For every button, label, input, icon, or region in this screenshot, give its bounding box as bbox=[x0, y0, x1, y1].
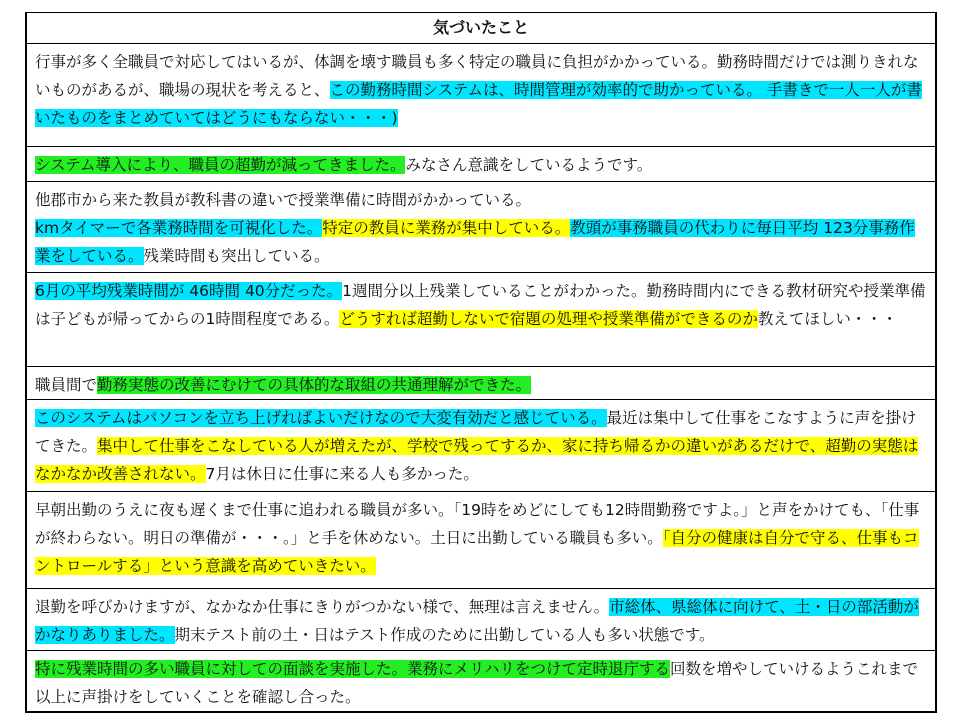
note-row bbox=[25, 589, 937, 651]
note-text: 回数を増やしていけるようこれまで以上に声掛けをしていくことを確認し合った。 bbox=[35, 660, 919, 706]
note-text: 残業時間も突出している。 bbox=[143, 247, 330, 265]
note-text: 行事が多く全職員で対応してはいるが、体調を壊す職員も多く特定の職員に負担がかかっている。勤務時間だけでは測りきれないものがあるが、職場の現状を考えると、 bbox=[35, 53, 919, 99]
highlighted-text: 特に残業時間の多い職員に対しての面談を実施した。業務にメリハリをつけて定時退庁する bbox=[35, 660, 671, 678]
highlighted-text: システム導入により、職員の超勤が減ってきました。 bbox=[35, 156, 406, 174]
notes-table bbox=[25, 12, 937, 713]
note-text: 職員間で bbox=[35, 376, 98, 394]
note-text: 7月は休日に仕事に来る人も多かった。 bbox=[205, 465, 479, 483]
note-row bbox=[25, 492, 937, 589]
highlighted-text: 勤務実態の改善にむけての具体的な取組の共通理解ができた。 bbox=[97, 376, 532, 394]
highlighted-text: 6月の平均残業時間が 46時間 40分だった。 bbox=[35, 282, 343, 300]
note-row bbox=[25, 44, 937, 147]
note-text: 他郡市から来た教員が教科書の違いで授業準備に時間がかかっている。 bbox=[35, 191, 532, 209]
highlighted-text: 集中して仕事をこなしている人が増えたが、学校で残ってするか、家に持ち帰るかの違いがあるだけで、超勤の実態はなかなか改善されない。 bbox=[35, 437, 919, 483]
note-text: 教えてほしい・・・ bbox=[757, 310, 898, 328]
note-text: みなさん意識をしているようです。 bbox=[405, 156, 653, 174]
note-row bbox=[25, 147, 937, 182]
table-header bbox=[25, 13, 937, 44]
note-text: 早朝出勤のうえに夜も遅くまで仕事に追われる職員が多い。「19時をめどにしても12時間勤務ですよ。」と声をかけても、「仕事が終わらない。明日の準備が・・・。」と手を休めない。土日に出勤している職員も多い。 bbox=[35, 501, 920, 547]
highlighted-text: 特定の教員に業務が集中している。 bbox=[322, 219, 571, 237]
note-row bbox=[25, 651, 937, 713]
note-text: 最近は集中して仕事をこなすように声を掛けてきた。 bbox=[35, 409, 917, 455]
header-title: 気づいたこと bbox=[432, 18, 529, 37]
note-row bbox=[25, 273, 937, 367]
highlighted-text: 教頭が事務職員の代わりに毎日平均 123分事務作業をしている。 bbox=[35, 219, 915, 265]
note-text: 1週間分以上残業していることがわかった。勤務時間内にできる教材研究や授業準備は子どもが帰ってからの1時間程度である。 bbox=[35, 282, 926, 328]
highlighted-text: このシステムはパソコンを立ち上げればよいだけなので大変有効だと感じている。 bbox=[35, 409, 607, 427]
note-text: 退勤を呼びかけますが、なかなか仕事にきりがつかない様で、無理は言えません。 bbox=[35, 598, 610, 616]
note-row bbox=[25, 367, 937, 400]
highlighted-text: この勤務時間システムは、時間管理が効率的で助かっている。 手書きで一人一人が書いたものをまとめていてはどうにもならない・・・) bbox=[35, 81, 922, 127]
note-row bbox=[25, 400, 937, 492]
highlighted-text: どうすれば超勤しないで宿題の処理や授業準備ができるのか bbox=[339, 310, 758, 328]
highlighted-text: 「自分の健康は自分で守る、仕事もコントロールする」という意識を高めていきたい。 bbox=[35, 529, 919, 575]
note-text: 期末テスト前の土・日はテスト作成のために出勤している人も多い状態です。 bbox=[174, 626, 715, 644]
highlighted-text: kmタイマーで各業務時間を可視化した。 bbox=[35, 219, 323, 237]
note-row bbox=[25, 182, 937, 273]
highlighted-text: 市総体、県総体に向けて、土・日の部活動がかなりありました。 bbox=[35, 598, 919, 644]
